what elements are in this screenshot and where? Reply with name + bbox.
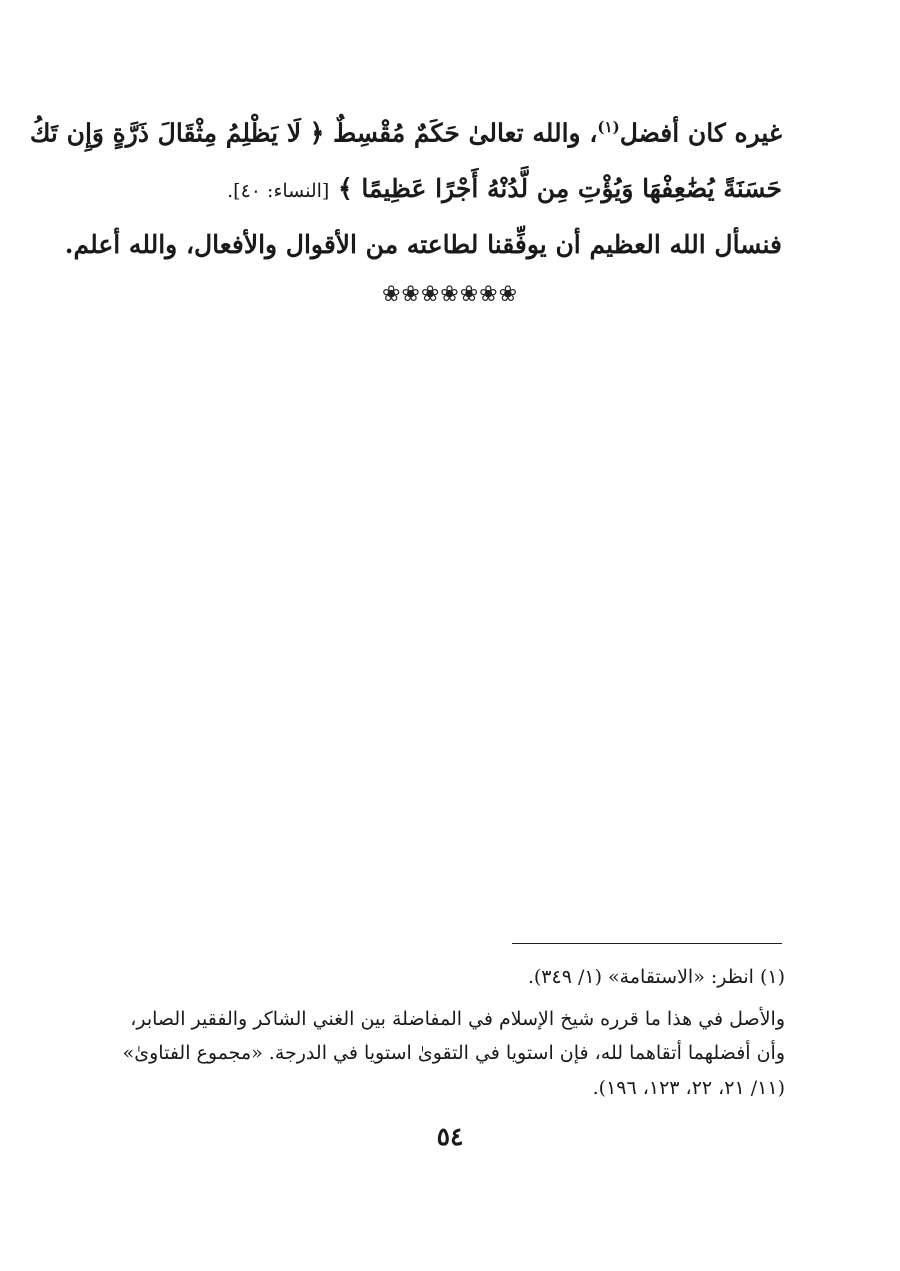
body-line-2 — [227, 174, 782, 204]
closing-supplication: فنسأل الله العظيم أن يوفِّقنا لطاعته من الأقوال والأفعال، والله أعلم. — [64, 230, 782, 259]
footnote-divider — [512, 943, 782, 944]
quran-verse: حَسَنَةً يُضَٰعِفْهَا وَيُؤْتِ مِن لَّدُنْهُ أَجْرًا عَظِيمًا ﴾ — [338, 174, 782, 203]
verse-reference: [النساء: ٤٠]. — [227, 180, 330, 202]
body-line-1-rest: ، والله تعالىٰ حَكَمٌ مُقْسِطٌ ﴿ لَا يَظْلِمُ مِثْقَالَ ذَرَّةٍ وَإِن تَكُ — [29, 118, 598, 148]
footnote-line-4: (١١/ ٢١، ٢٢، ١٢٣، ١٩٦). — [592, 1077, 785, 1099]
footnote-line-2: والأصل في هذا ما قرره شيخ الإسلام في المفاضلة بين الغني الشاكر والفقير الصابر، — [130, 1008, 785, 1030]
footnote-line-1: (١) انظر: «الاستقامة» (١/ ٣٤٩). — [527, 966, 785, 988]
footnote-marker[interactable]: (١) — [597, 118, 620, 136]
footnote-line-3: وأن أفضلهما أتقاهما لله، فإن استويا في التقوىٰ استويا في الدرجة. «مجموع الفتاوىٰ» — [122, 1042, 785, 1064]
section-ornament-icon: ❀❀❀❀❀❀❀ — [381, 282, 519, 307]
page-number: ٥٤ — [436, 1122, 464, 1151]
body-line-1-start: غيره كان أفضل — [619, 118, 782, 148]
body-line-3 — [65, 230, 782, 260]
body-line-1 — [30, 118, 782, 148]
